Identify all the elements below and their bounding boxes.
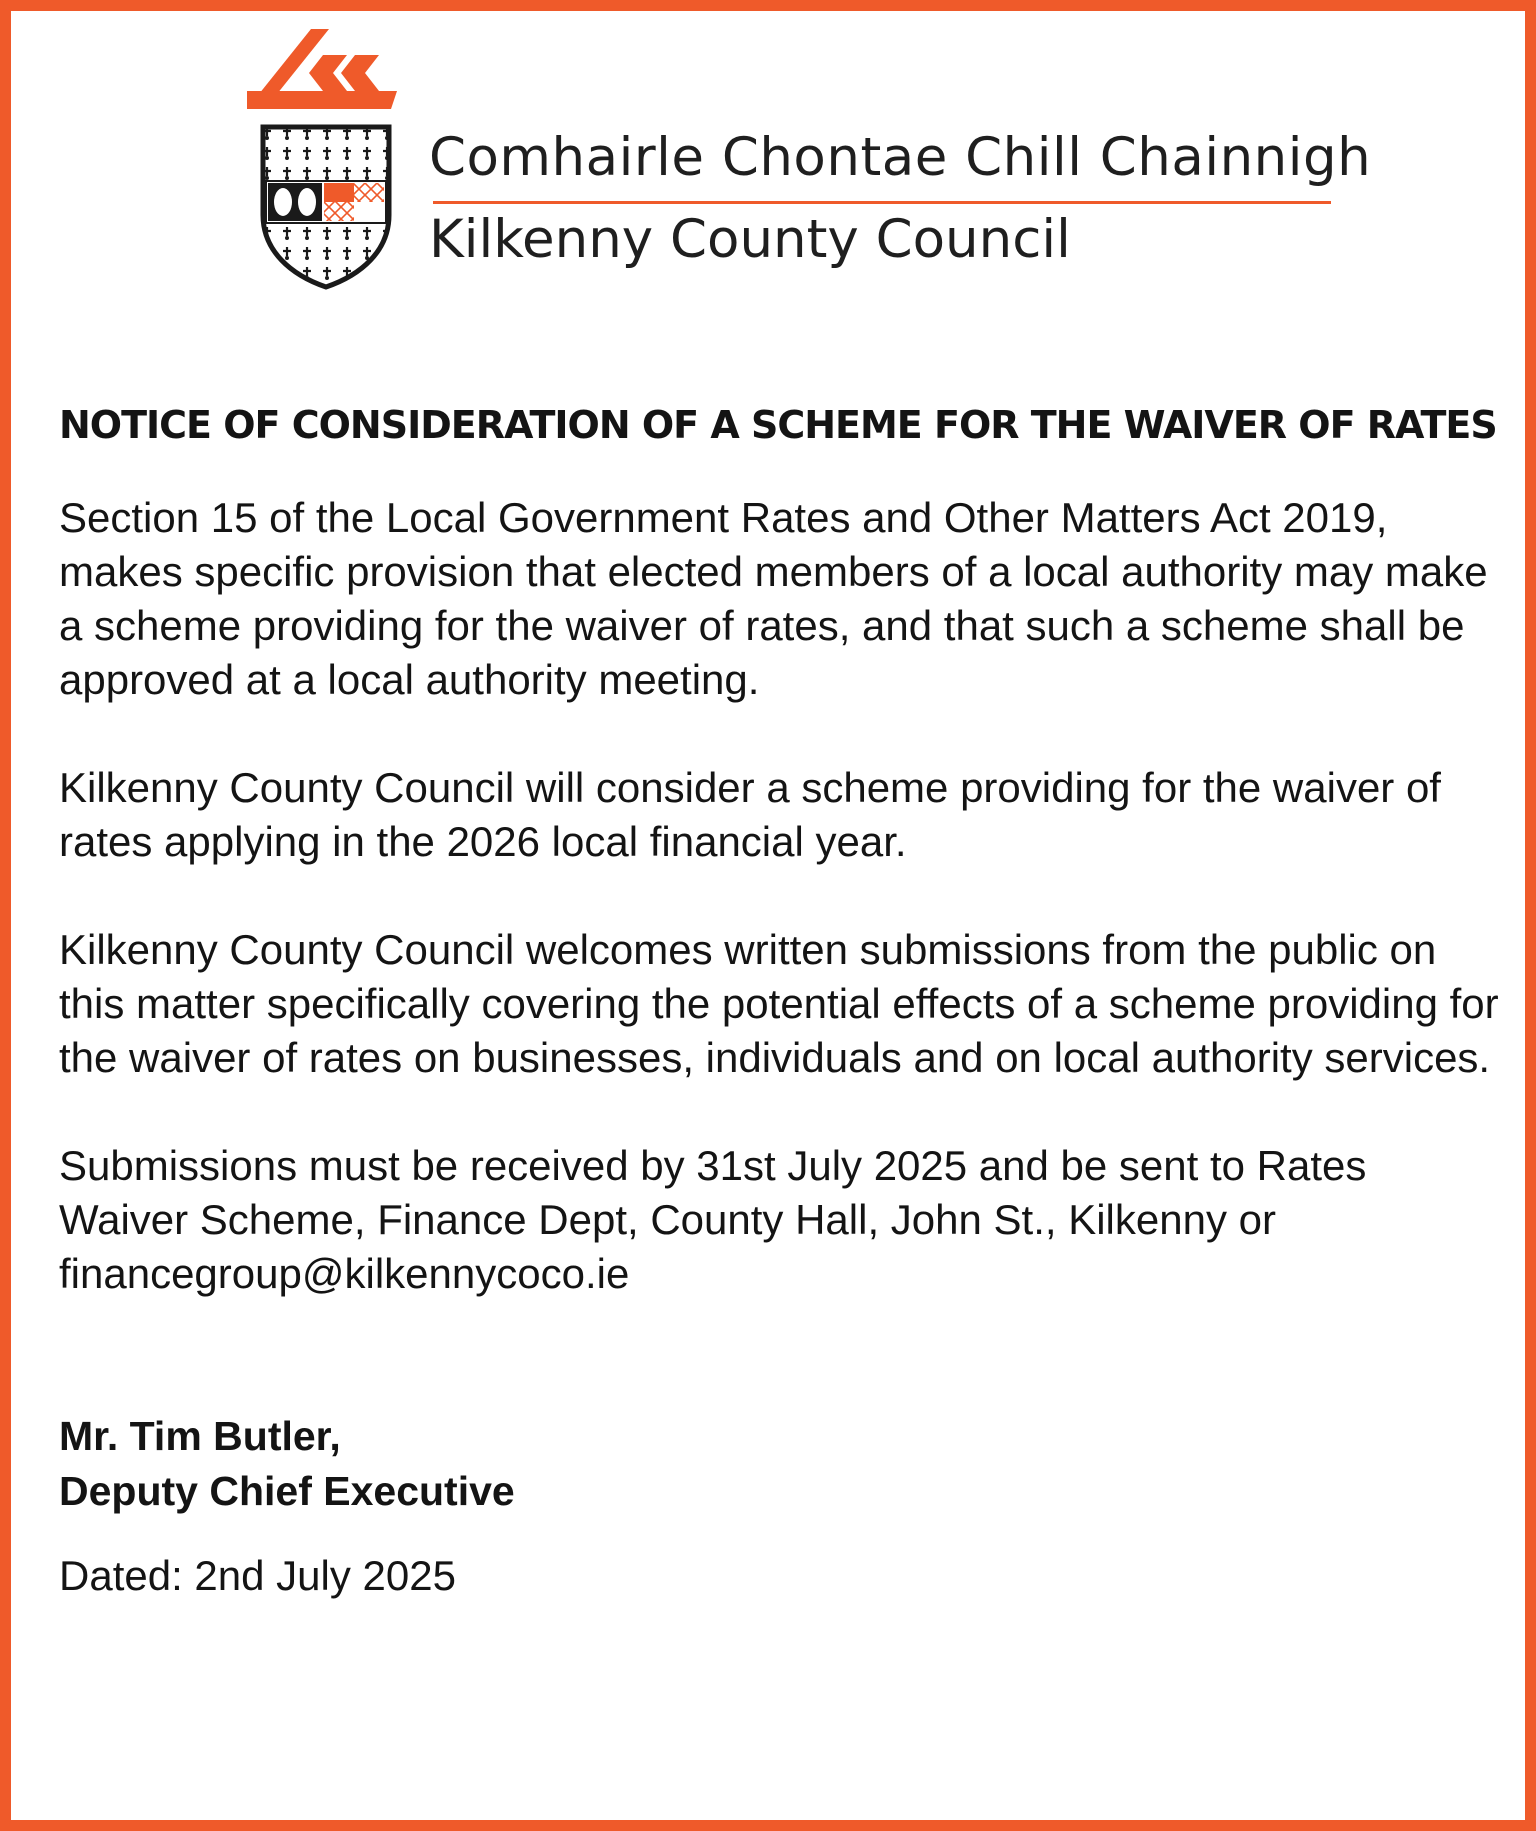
paragraph-consideration: Kilkenny County Council will consider a scheme providing for the waiver of rates applying in the 2026 local financial year. <box>59 764 1441 865</box>
signatory-title: Deputy Chief Executive <box>59 1468 515 1514</box>
signatory <box>59 1409 1499 1519</box>
dated-line: Dated: 2nd July 2025 <box>59 1552 456 1599</box>
council-english-name: Kilkenny County Council <box>429 209 1071 270</box>
notice-content <box>59 395 1499 1603</box>
kilkenny-coat-of-arms-icon <box>257 123 395 291</box>
paragraph-submission-details: Submissions must be received by 31st July 2025 and be sent to Rates Waiver Scheme, Finance Dept, County Hall, John St., Kilkenny or financegroup@kilkennycoco.ie <box>59 1142 1367 1297</box>
signatory-name: Mr. Tim Butler, <box>59 1413 341 1459</box>
council-logo <box>247 29 1372 291</box>
paragraph-legislation: Section 15 of the Local Government Rates and Other Matters Act 2019, makes specific provision that elected members of a local authority may make a scheme providing for the waiver of rates, and that such a scheme shall be approved at a local authority meeting. <box>59 494 1488 703</box>
paragraph-submissions-invite: Kilkenny County Council welcomes written submissions from the public on this matter specifically covering the potential effects of a scheme providing for the waiver of rates on businesses, individuals and on local authority services. <box>59 926 1499 1081</box>
council-irish-name: Comhairle Chontae Chill Chainnigh <box>429 127 1372 188</box>
logo-divider <box>433 201 1331 204</box>
kk-roof-logo-icon <box>247 29 397 109</box>
notice-title: NOTICE OF CONSIDERATION OF A SCHEME FOR THE WAIVER OF RATES <box>59 403 1497 447</box>
